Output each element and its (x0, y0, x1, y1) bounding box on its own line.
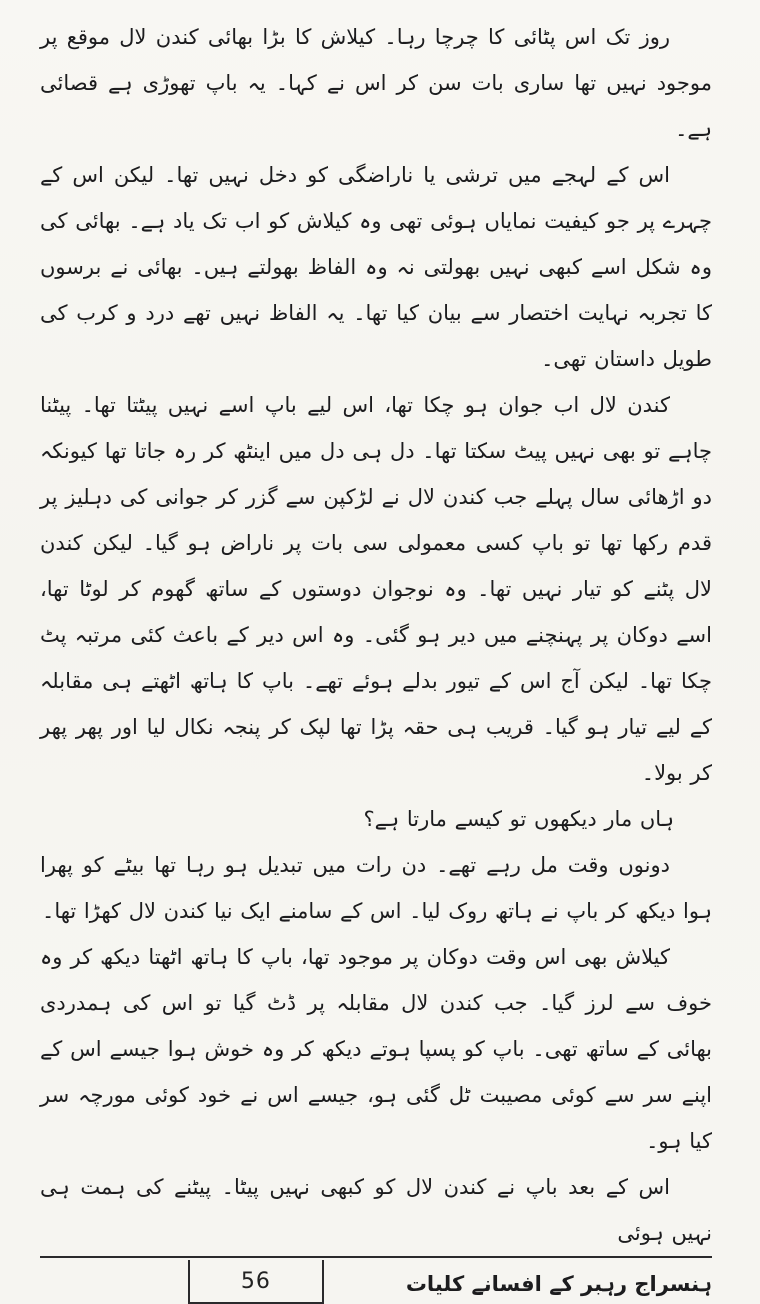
paragraph: اس کے بعد باپ نے کندن لال کو کبھی نہیں پیٹا۔ پیٹنے کی ہمت ہی نہیں ہوئی (40, 1175, 712, 1245)
page-number: 56 (188, 1260, 324, 1304)
paragraph: دونوں وقت مل رہے تھے۔ دن رات میں تبدیل ہو رہا تھا بیٹے کو پھرا ہوا دیکھ کر باپ نے ہاتھ روک لیا۔ اس کے سامنے ایک نیا کندن لال کھڑا تھا۔ (40, 853, 712, 923)
paragraph: روز تک اس پٹائی کا چرچا رہا۔ کیلاش کا بڑا بھائی کندن لال موقع پر موجود نہیں تھا ساری بات سن کر اس نے کہا۔ یہ باپ تھوڑی ہے قصائی ہے۔ (40, 25, 712, 141)
body-text (40, 14, 712, 1256)
paragraph: اس کے لہجے میں ترشی یا ناراضگی کو دخل نہیں تھا۔ لیکن اس کے چہرے پر جو کیفیت نمایاں ہوئی تھی وہ کیلاش کو اب تک یاد ہے۔ بھائی کی وہ شکل اسے کبھی نہیں بھولتی نہ وہ الفاظ بھولتے ہیں۔ بھائی نے برسوں کا تجربہ نہایت اختصار سے بیان کیا تھا۔ یہ الفاظ نہیں تھے درد و کرب کی طویل داستان تھی۔ (40, 163, 712, 371)
paragraph: کندن لال اب جوان ہو چکا تھا، اس لیے باپ اسے نہیں پیٹتا تھا۔ پیٹنا چاہے تو بھی نہیں پیٹ سکتا تھا۔ دل ہی دل میں اینٹھ کر رہ جاتا تھا کیونکہ دو اڑھائی سال پہلے جب کندن لال نے لڑکپن سے گزر کر جوانی کی دہلیز پر قدم رکھا تھا تو باپ کسی معمولی سی بات پر ناراض ہو گیا۔ لیکن کندن لال پٹنے کو تیار نہیں تھا۔ وہ نوجوان دوستوں کے ساتھ گھوم کر لوٹا تھا، اسے دوکان پر پہنچنے میں دیر ہو گئی۔ وہ اس دیر کے باعث کئی مرتبہ پٹ چکا تھا۔ لیکن آج اس کے تیور بدلے ہوئے تھے۔ باپ کا ہاتھ اٹھتے ہی مقابلہ کے لیے تیار ہو گیا۔ قریب ہی حقہ پڑا تھا لپک کر پنجہ نکال لیا اور پھر پھر کر بولا۔ (40, 393, 712, 785)
dialogue-line: ہاں مار دیکھوں تو کیسے مارتا ہے؟ (363, 807, 674, 831)
page-footer (40, 1256, 712, 1304)
book-title: ہنسراج رہبر کے افسانے کلیات (405, 1272, 712, 1296)
paragraph: کیلاش بھی اس وقت دوکان پر موجود تھا، باپ کا ہاتھ اٹھتا دیکھ کر وہ خوف سے لرز گیا۔ جب کندن لال مقابلہ پر ڈٹ گیا تو اس کی ہمدردی بھائی کے ساتھ تھی۔ باپ کو پسپا ہوتے دیکھ کر وہ خوش ہوا جیسے اس کے اپنے سر سے کوئی مصیبت ٹل گئی ہو، جیسے اس نے خود کوئی مورچہ سر کیا ہو۔ (40, 945, 712, 1153)
footer-spacer (40, 1260, 90, 1304)
